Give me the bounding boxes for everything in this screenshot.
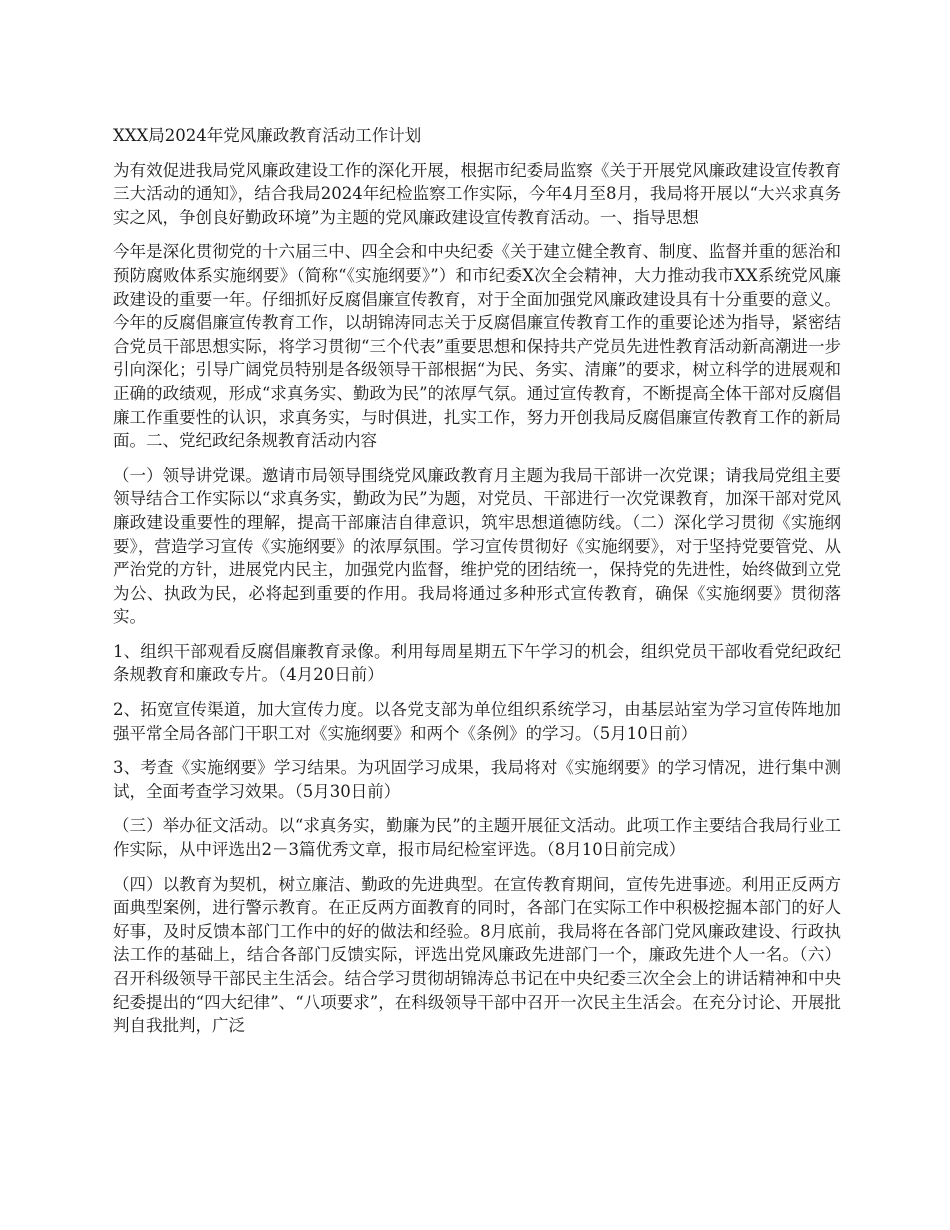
paragraph-exemplars: （四）以教育为契机，树立廉洁、勤政的先进典型。在宣传教育期间，宣传先进事迹。利用正反两方面典型案例，进行警示教育。在正反两方面教育的同时，各部门在实际工作中积极挖掘本部门的好人好事，及时反馈本部门工作中的好的做法和经验。8月底前，我局将在各部门党风廉政建设、行政执法工作的基础上，结合各部门反馈实际，评选出党风廉政先进部门一个，廉政先进个人一名。（六）召开科级领导干部民主生活会。结合学习贯彻胡锦涛总书记在中央纪委三次全会上的讲话精神和中央纪委提出的“四大纪律”、“八项要求”，在科级领导干部中召开一次民主生活会。在充分讨论、开展批判自我批判，广泛 [113,874,841,1036]
paragraph-item-3: 3、考查《实施纲要》学习结果。为巩固学习成果，我局将对《实施纲要》的学习情况，进行集中测试，全面考查学习效果。（5月30日前） [113,758,841,801]
document-title: XXX局2024年党风廉政教育活动工作计划 [113,126,422,145]
paragraph-item-1: 1、组织干部观看反腐倡廉教育录像。利用每周星期五下午学习的机会，组织党员干部收看党纪政纪条规教育和廉政专片。（4月20日前） [113,641,841,685]
document-body [113,124,841,1049]
paragraph-guiding-thought: 今年是深化贯彻党的十六届三中、四全会和中央纪委《关于建立健全教育、制度、监督并重的惩治和预防腐败体系实施纲要》（简称“《实施纲要》”）和市纪委X次全会精神，大力推动我市XX系统党风廉政建设的重要一年。仔细抓好反腐倡廉宣传教育，对于全面加强党风廉政建设具有十分重要的意义。今年的反腐倡廉宣传教育工作，以胡锦涛同志关于反腐倡廉宣传教育工作的重要论述为指导，紧密结合党员干部思想实际，将学习贯彻“三个代表”重要思想和保持共产党员先进性教育活动新高潮进一步引向深化；引导广阔党员特别是各级领导干部根据“为民、务实、清廉”的要求，树立科学的进展观和正确的政绩观，形成“求真务实、勤政为民”的浓厚气氛。通过宣传教育，不断提高全体干部对反腐倡廉工作重要性的认识，求真务实，与时俱进，扎实工作，努力开创我局反腐倡廉宣传教育工作的新局面。二、党纪政纪条规教育活动内容 [113,242,841,451]
paragraph-intro: 为有效促进我局党风廉政建设工作的深化开展，根据市纪委局监察《关于开展党风廉政建设宣传教育三大活动的通知》，结合我局2024年纪检监察工作实际，今年4月至8月，我局将开展以“大兴求真务实之风，争创良好勤政环境”为主题的党风廉政建设宣传教育活动。一、指导思想 [113,160,841,227]
paragraph-item-2: 2、拓宽宣传渠道，加大宣传力度。以各党支部为单位组织系统学习，由基层站室为学习宣传阵地加强平常全局各部门干职工对《实施纲要》和两个《条例》的学习。（5月10日前） [113,700,841,743]
paragraph-party-lecture: （一）领导讲党课。邀请市局领导围绕党风廉政教育月主题为我局干部讲一次党课；请我局党组主要领导结合工作实际以“求真务实，勤政为民”为题，对党员、干部进行一次党课教育，加深干部对党风廉政建设重要性的理解，提高干部廉洁自律意识，筑牢思想道德防线。（二）深化学习贯彻《实施纲要》，营造学习宣传《实施纲要》的浓厚氛围。学习宣传贯彻好《实施纲要》，对于坚持党要管党、从严治党的方针，进展党内民主，加强党内监督，维护党的团结统一，保持党的先进性，始终做到立党为公、执政为民，必将起到重要的作用。我局将通过多种形式宣传教育，确保《实施纲要》贯彻落实。 [113,465,841,627]
paragraph-essay-contest: （三）举办征文活动。以“求真务实，勤廉为民”的主题开展征文活动。此项工作主要结合我局行业工作实际，从中评选出2－3篇优秀文章，报市局纪检室评选。（8月10日前完成） [113,816,841,860]
